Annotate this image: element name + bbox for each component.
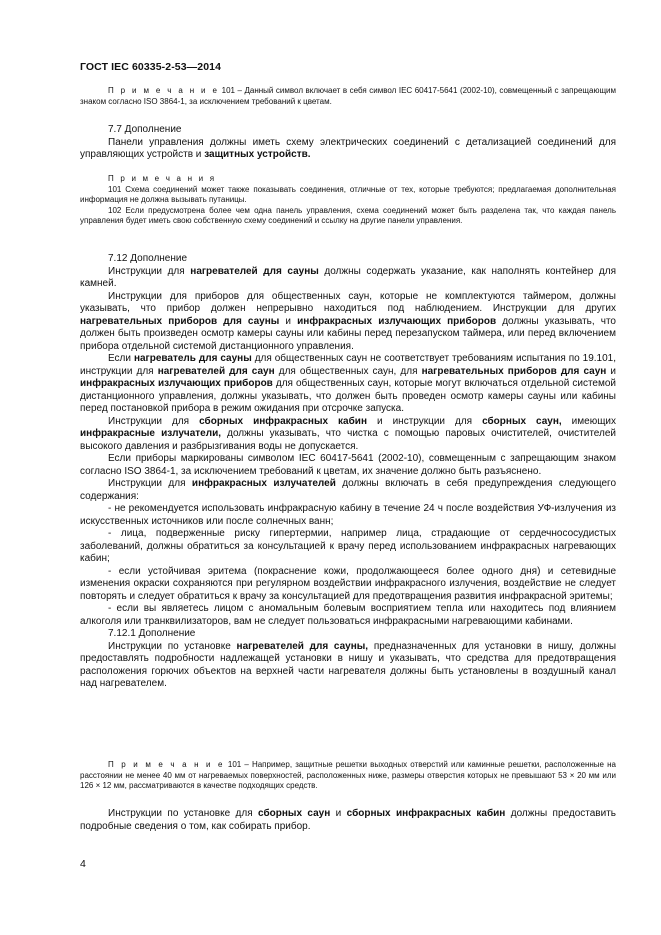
term-bold: инфракрасные излучатели, (80, 428, 221, 439)
note-102: 102 Если предусмотрена более чем одна панель управления, схема соединений может быть разделена так, что каждая панель управления будет иметь свою собственную схему соединений и ссылку на другие панели управления. (80, 205, 616, 226)
paragraph-text: Панели управления должны иметь схему электрических соединений с детализацией соединений для управляющих устройств и (80, 136, 616, 160)
note-label: П р и м е ч а н и е (108, 760, 225, 769)
paragraph-4: Инструкции для сборных инфракрасных кабин и инструкции для сборных саун, имеющих инфракрасные излучатели, должны указывать, что чистка с помощью паровых очистителей, очистителей высокого давления и разбрызгивания воды не допускается. (80, 415, 617, 452)
section-7-7 (80, 124, 616, 162)
paragraph-install: Инструкции по установке нагревателей для сауны, предназначенных для установки в нишу, должны предоставлять подробности надлежащей установки в нишу и указывать, что средства для предотвращения расположения горючих объектов на верхней части нагревателя должны быть установлены в воздушный канал над нагревателем. (80, 640, 617, 689)
term-bold: нагревателей для сауны, (236, 640, 369, 652)
notes-7-7 (80, 174, 616, 227)
term-bold: сборных инфракрасных кабин (346, 808, 506, 819)
list-item: - если устойчивая эритема (покраснение кожи, продолжающееся более одного дня) и сетевидные изменения окраски сохраняются при регулярном воздействии инфракрасного излучения, воздействие не следует повторять и следует обратиться к врачу за консультацией для предотвращения развития инфракрасной эритемы; (80, 565, 616, 602)
paragraph-5: Если приборы маркированы символом IEC 60417-5641 (2002-10), совмещенным с запрещающим знаком согласно ISO 3864-1, за исключением требований к цветам, их значение должно быть разъяснено. (80, 453, 616, 477)
term-bold: нагревательных приборов для сауны (80, 315, 280, 327)
term-bold: нагреватель для сауны (133, 353, 252, 364)
term-bold: защитных устройств. (204, 149, 311, 160)
term-bold: инфракрасных излучающих приборов (297, 315, 497, 327)
term-bold: инфракрасных излучающих приборов (80, 378, 273, 389)
section-heading: 7.7 Дополнение (108, 124, 182, 135)
note-text: 101 – Например, защитные решетки выходных отверстий или каминные решетки, расположенные на расстоянии не менее 40 мм от нагреваемых поверхностей, расположенных ниже, размеры отверстия которых не превышают 53 × 20 мм или 126 × 12 мм, рассматриваются в качестве подходящих средств. (80, 760, 617, 791)
paragraph-1: Инструкции для нагревателей для сауны должны содержать указание, как наполнять контейнер для камней. (80, 265, 617, 289)
note-101-symbol (80, 86, 616, 107)
note-label: П р и м е ч а н и е (108, 86, 220, 95)
section-7-12-1-final: Инструкции по установке для сборных саун и сборных инфракрасных кабин должны предоставить подробные сведения о том, как собирать прибор. (80, 808, 616, 832)
note-text: 101 – Данный символ включает в себя символ IEC 60417-5641 (2002-10), совмещенный с запрещающим знаком согласно ISO 3864-1, за исключением требований к цветам. (80, 86, 616, 106)
list-item: - лица, подверженные риску гипертермии, например лица, страдающие от сердечнососудистых заболеваний, должны обратиться за консультацией к врачу перед использованием инфракрасных нагревающих кабин; (80, 528, 616, 564)
term-bold: нагревательных приборов для саун (421, 365, 607, 377)
paragraph-2: Инструкции для приборов для общественных саун, которые не комплектуются таймером, должны указывать, что прибор должен непрерывно находиться под наблюдением. Инструкции для других нагревательных приборов для сауны и инфракрасных излучающих приборов должны указывать, что должен быть произведен осмотр камеры сауны или кабины перед перезапуском таймера, или перед включением прибора отдельной системой дистанционного управления. (80, 290, 616, 352)
standard-header: ГОСТ IEC 60335-2-53—2014 (80, 61, 222, 73)
paragraph-6: Инструкции для инфракрасных излучателей должны включать в себя предупреждения следующего содержания: (80, 478, 617, 502)
section-heading: 7.12.1 Дополнение (108, 628, 196, 639)
term-bold: нагревателей для сауны (190, 265, 319, 277)
list-item: - если вы являетесь лицом с аномальным болевым восприятием тепла или находитесь под влиянием алкоголя или транквилизаторов, вам не следует пользоваться инфракрасными нагревающими кабинами. (80, 603, 616, 627)
term-bold: нагревателей для саун (157, 365, 275, 377)
section-heading: 7.12 Дополнение (108, 253, 188, 264)
term-bold: сборных саун (258, 808, 331, 819)
note-7-12-1 (80, 760, 616, 792)
list-item: - не рекомендуется использовать инфракрасную кабину в течение 24 ч после воздействия УФ-излучения из искусственных источников или после солнечных ванн; (80, 503, 616, 527)
page-number: 4 (80, 858, 86, 870)
section-7-12 (80, 253, 616, 691)
term-bold: инфракрасных излучателей (191, 478, 336, 489)
term-bold: сборных инфракрасных кабин (199, 415, 367, 427)
notes-label: П р и м е ч а н и я (108, 174, 217, 183)
note-101: 101 Схема соединений может также показывать соединения, отличные от тех, которые требуются; предлагаемая дополнительная информация не должна вызывать путаницы. (80, 184, 616, 205)
term-bold: сборных саун, (482, 415, 562, 427)
paragraph-3: Если нагреватель для сауны для общественных саун не соответствует требованиям испытания по 19.101, инструкции для нагревателей для саун для общественных саун, для нагревательных приборов для саун и инфракрасных излучающих приборов для общественных саун, которые могут включаться отдельной системой дистанционного управления, должны указывать, что должен быть проведен осмотр камеры сауны или кабины перед постановкой прибора в режим ожидания при отсрочке запуска. (80, 353, 617, 414)
